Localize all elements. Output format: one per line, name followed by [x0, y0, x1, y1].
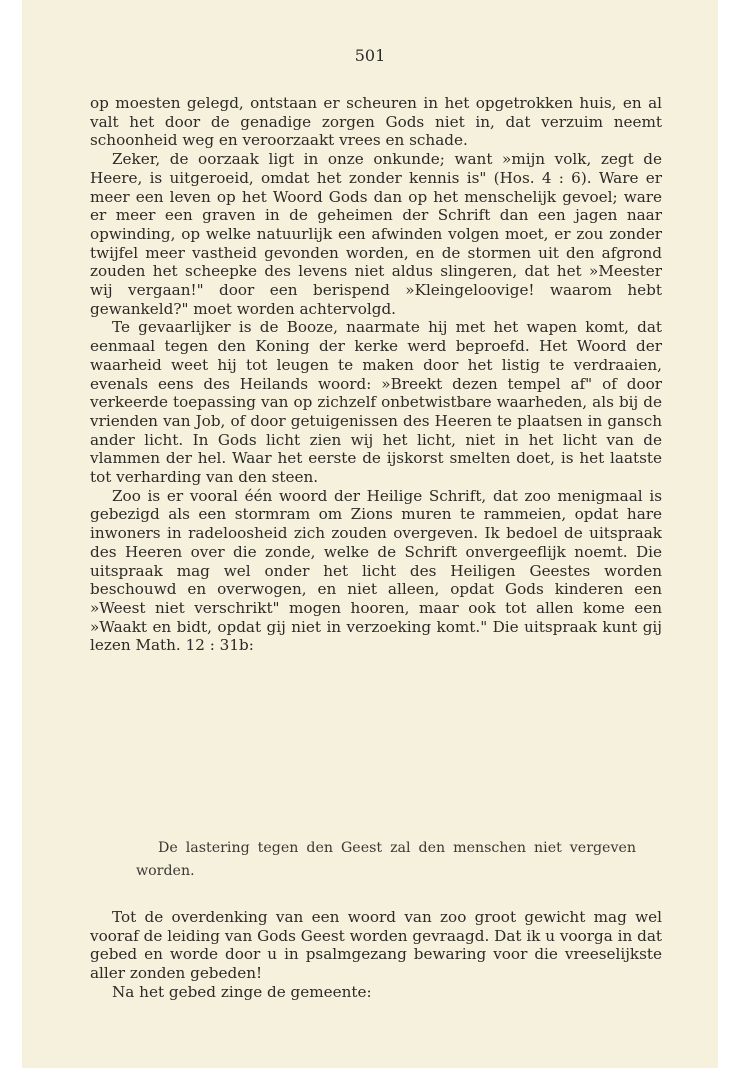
- paragraph: Te gevaarlijker is de Booze, naarmate hij met het wapen komt, dat eenmaal tegen den Koning der kerke werd beproefd. Het Woord der waarheid weet hij tot leugen te maken door het listig te verdraaien, evenals eens des Heilands woord: »Breekt dezen tempel af" of door verkeerde toepassing van op zichzelf onbetwistbare waarheden, als bij de vrienden van Job, of door getuigenissen des Heeren te plaatsen in gansch ander licht. In Gods licht zien wij het licht, niet in het licht van de vlammen der hel. Waar het eerste de ijskorst smelten doet, is het laatste tot verharding van den steen.: [90, 318, 662, 487]
- paragraph: Tot de overdenking van een woord van zoo groot gewicht mag wel vooraf de leiding van Gods Geest worden gevraagd. Dat ik u voorga in dat gebed en worde door u in psalmgezang bewaring voor die vreeselijkste aller zonden gebeden!: [90, 908, 662, 983]
- paragraph: Na het gebed zinge de gemeente:: [112, 982, 372, 1001]
- paragraph: op moesten gelegd, ontstaan er scheuren in het opgetrokken huis, en al valt het door de genadige zorgen Gods niet in, dat verzuim neemt schoonheid weg en veroorzaakt vrees en schade.: [90, 94, 662, 150]
- closing-text: [90, 908, 662, 1002]
- paragraph: Zeker, de oorzaak ligt in onze onkunde; want »mijn volk, zegt de Heere, is uitgeroeid, omdat het zonder kennis is" (Hos. 4 : 6). Ware er meer een leven op het Woord Gods dan op het menschelijk gevoel; ware er meer een graven in de geheimen der Schrift dan een jagen naar opwinding, op welke natuurlijk een afwinden volgen moet, er zou zonder twijfel meer vastheid gevonden worden, en de stormen uit den afgrond zouden het scheepke des levens niet aldus slingeren, dat het »Meester wij vergaan!" door een berispend »Kleingeloovige! waarom hebt gewankeld?" moet worden achtervolgd.: [90, 150, 662, 318]
- scripture-quote: [136, 837, 636, 883]
- book-page: [22, 0, 718, 1068]
- main-text: [90, 94, 662, 655]
- paragraph: Zoo is er vooral één woord der Heilige Schrift, dat zoo menigmaal is gebezigd als een stormram om Zions muren te rammeien, opdat hare inwoners in radeloosheid zich zouden overgeven. Ik bedoel de uitspraak des Heeren over die zonde, welke de Schrift onvergeeflijk noemt. Die uitspraak mag wel onder het licht des Heiligen Geestes worden beschouwd en overwogen, en niet alleen, opdat Gods kinderen een »Weest niet verschrikt" mogen hooren, maar ook tot allen kome een »Waakt en bidt, opdat gij niet in verzoeking komt." Die uitspraak kunt gij lezen Math. 12 : 31b:: [90, 486, 662, 655]
- page-number: 501: [354, 46, 386, 65]
- quote-text: De lastering tegen den Geest zal den menschen niet vergeven worden.: [136, 840, 636, 879]
